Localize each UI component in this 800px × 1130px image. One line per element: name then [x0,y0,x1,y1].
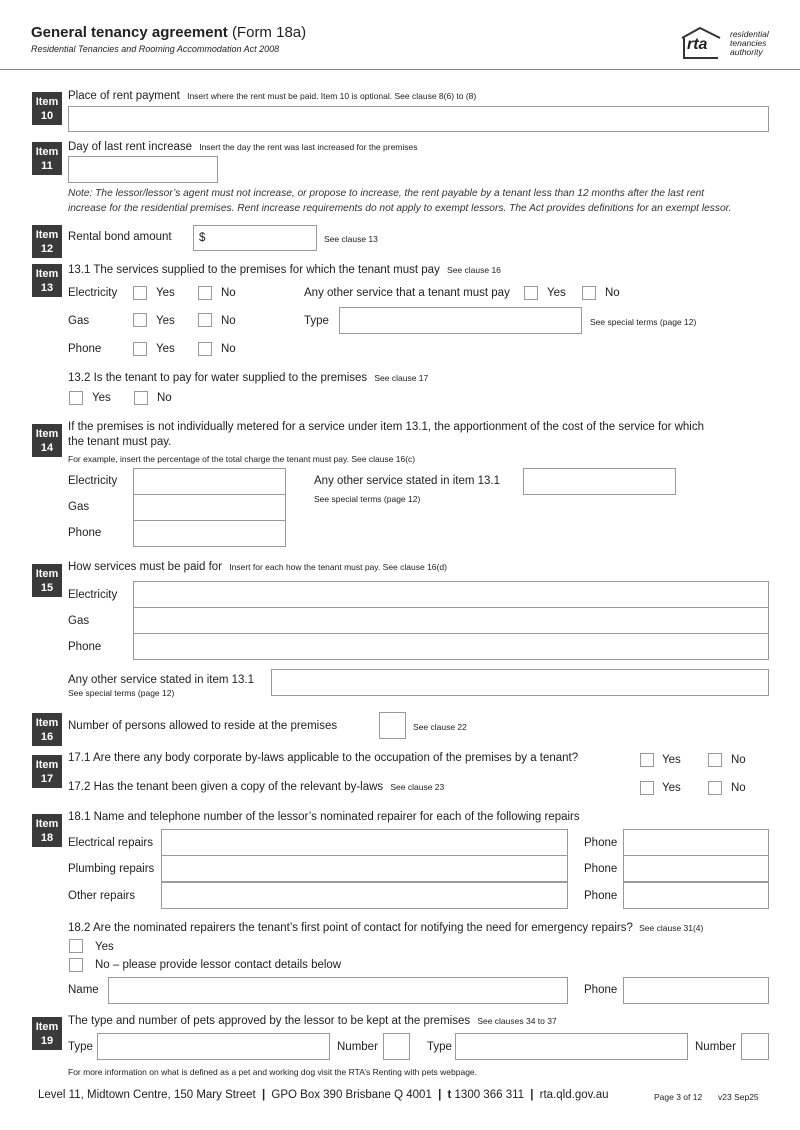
phone-no-label: No [221,343,236,355]
water-yes-label: Yes [92,392,111,404]
item-badge-label: Item [35,146,59,158]
item-11-title: Day of last rent increase [68,141,193,153]
item-badge-number: 19 [40,1035,54,1047]
pet-type-2-label: Type [427,1041,452,1053]
pet-type-1-label: Type [68,1041,93,1053]
bylaws-apply-no-checkbox[interactable] [708,753,722,767]
item-badge-label: Item [35,428,59,440]
payment-phone-label: Phone [68,641,102,653]
electricity-yes-checkbox[interactable] [133,286,147,300]
other-service-no-checkbox[interactable] [582,286,596,300]
item-14-hint: For example, insert the percentage of the total charge the tenant must pay. See clause 16(c) [68,454,416,464]
item-19-badge [32,1017,62,1050]
item-15-special-terms: See special terms (page 12) [68,688,175,698]
item-10-heading [68,90,476,102]
pet-type-2-field[interactable] [455,1033,688,1060]
item-badge-number: 10 [40,110,54,122]
logo-line-3: authority [730,47,763,57]
item-badge-number: 15 [40,582,54,594]
item-11-hint: Insert the day the rent was last increased for the premises [199,142,418,152]
payment-electricity-label: Electricity [68,589,118,601]
electricity-yes-label: Yes [156,287,175,299]
gas-yes-checkbox[interactable] [133,313,147,327]
plumbing-repairs-label: Plumbing repairs [68,863,155,875]
apportion-electricity-field[interactable] [133,468,286,495]
item-15-title: How services must be paid for [68,561,223,573]
pets-more-info: For more information on what is defined as a pet and working dog visit the RTA’s Renting with pets webpage. [68,1067,478,1077]
phone-yes-checkbox[interactable] [133,342,147,356]
footer-version: v23 Sep25 [718,1092,759,1102]
logo-text: rta [687,36,708,53]
item-19-title: The type and number of pets approved by the lessor to be kept at the premises [68,1015,471,1027]
item-14-special-terms: See special terms (page 12) [314,494,421,504]
item-15-badge [32,564,62,597]
other-service-label: Any other service that a tenant must pay [304,287,510,299]
footer-website[interactable]: rta.qld.gov.au [539,1089,609,1101]
item-15-heading [68,561,447,573]
item-badge-number: 16 [40,731,54,743]
electrical-phone-label: Phone [584,837,618,849]
pet-number-1-label: Number [337,1041,378,1053]
lessor-name-label: Name [68,984,99,996]
footer-po-box: GPO Box 390 Brisbane Q 4001 [271,1089,432,1101]
logo-caption [730,30,769,57]
payment-gas-field[interactable] [133,607,769,634]
pet-number-2-label: Number [695,1041,736,1053]
item-18-2-heading [68,922,703,934]
electrical-repairer-phone-field[interactable] [623,829,769,856]
other-phone-label: Phone [584,890,618,902]
form-title [31,24,306,41]
first-contact-no-checkbox[interactable] [69,958,83,972]
item-badge-label: Item [35,568,59,580]
electrical-repairer-name-field[interactable] [161,829,568,856]
gas-no-label: No [221,315,236,327]
apportion-gas-label: Gas [68,501,90,513]
item-badge-label: Item [35,96,59,108]
form-title-text: General tenancy agreement [31,24,228,41]
item-11-badge [32,142,62,175]
first-contact-yes-checkbox[interactable] [69,939,83,953]
footer-page-number: Page 3 of 12 [654,1092,703,1102]
water-no-checkbox[interactable] [134,391,148,405]
item-17-1-question: 17.1 Are there any body corporate by-laws applicable to the occupation of the premises by a tenant? [68,752,579,764]
logo-line-2: tenancies [730,38,767,48]
item-19-heading [68,1015,557,1027]
currency-symbol: $ [199,232,206,244]
footer-address: Level 11, Midtown Centre, 150 Mary Street [38,1089,256,1101]
apportion-phone-label: Phone [68,527,102,539]
rta-logo [676,24,776,64]
item-16-badge [32,713,62,746]
phone-no-checkbox[interactable] [198,342,212,356]
gas-no-checkbox[interactable] [198,313,212,327]
item-badge-label: Item [35,818,59,830]
item-13-2-question: 13.2 Is the tenant to pay for water supplied to the premises [68,372,368,384]
item-13-1-question: 13.1 The services supplied to the premises for which the tenant must pay [68,264,440,276]
payment-gas-label: Gas [68,615,90,627]
phone-label: Phone [68,343,102,355]
item-11-note-line-2: increase for the residential premises. Rent increase requirements do not apply to exempt lessors. The Act provides definitions for an exempt lessor. [68,203,732,214]
logo-line-1: residential [730,29,769,39]
item-10-badge [32,92,62,125]
pet-type-1-field[interactable] [97,1033,330,1060]
electricity-label: Electricity [68,287,118,299]
service-type-field[interactable] [339,307,582,334]
service-type-label: Type [304,315,329,327]
footer-phone: 1300 366 311 [454,1089,525,1101]
item-badge-number: 13 [40,282,54,294]
item-11-note-line-1: Note: The lessor/lessor’s agent must not increase, or propose to increase, the rent payable by a tenant less than 12 months after the last rent [68,188,705,199]
bylaws-apply-no-label: No [731,754,746,766]
place-of-rent-payment-field[interactable] [68,106,769,132]
water-no-label: No [157,392,172,404]
last-rent-increase-field[interactable] [68,156,218,183]
item-badge-label: Item [35,268,59,280]
item-15-hint: Insert for each how the tenant must pay. See clause 16(d) [229,562,447,572]
other-repairer-name-field[interactable] [161,882,568,909]
item-badge-number: 18 [40,832,54,844]
plumbing-repairer-phone-field[interactable] [623,855,769,882]
electrical-repairs-label: Electrical repairs [68,837,153,849]
apportion-gas-field[interactable] [133,494,286,521]
item-14-title-line-2: the tenant must pay. [68,436,172,448]
other-repairs-label: Other repairs [68,890,136,902]
first-contact-no-label: No – please provide lessor contact details below [95,959,342,971]
other-service-yes-checkbox[interactable] [524,286,538,300]
item-badge-number: 14 [40,442,54,454]
first-contact-yes-label: Yes [95,941,114,953]
electricity-no-checkbox[interactable] [198,286,212,300]
item-badge-label: Item [35,229,59,241]
item-12-badge [32,225,62,258]
bylaws-apply-yes-label: Yes [662,754,681,766]
item-badge-number: 11 [41,160,53,172]
plumbing-phone-label: Phone [584,863,618,875]
item-badge-label: Item [35,1021,59,1033]
form-subtitle: Residential Tenancies and Rooming Accommodation Act 2008 [31,44,280,54]
rental-bond-field[interactable] [193,225,317,251]
other-service-no-label: No [605,287,620,299]
item-badge-label: Item [35,759,59,771]
bylaws-copy-no-label: No [731,782,746,794]
gas-label: Gas [68,315,90,327]
item-19-hint: See clauses 34 to 37 [477,1016,557,1026]
item-13-badge [32,264,62,297]
bylaws-copy-yes-checkbox[interactable] [640,781,654,795]
item-badge-label: Item [35,717,59,729]
item-10-hint: Insert where the rent must be paid. Item 10 is optional. See clause 8(6) to (8) [187,91,477,101]
phone-yes-label: Yes [156,343,175,355]
item-10-title: Place of rent payment [68,90,180,102]
bylaws-copy-no-checkbox[interactable] [708,781,722,795]
item-18-badge [32,814,62,847]
form-number: (Form 18a) [231,24,307,41]
item-16-title: Number of persons allowed to reside at the premises [68,720,338,732]
item-14-badge [32,424,62,457]
item-17-2-hint: See clause 23 [390,782,445,792]
item-13-2-hint: See clause 17 [374,373,429,383]
item-badge-number: 12 [40,243,54,255]
item-17-2-heading [68,781,444,793]
payment-other-field[interactable] [271,669,769,696]
item-18-2-hint: See clause 31(4) [639,923,704,933]
item-12-title: Rental bond amount [68,231,172,243]
payment-electricity-field[interactable] [133,581,769,608]
payment-phone-field[interactable] [133,633,769,660]
pet-number-2-field[interactable] [741,1033,769,1060]
apportion-electricity-label: Electricity [68,475,118,487]
water-yes-checkbox[interactable] [69,391,83,405]
item-14-title-line-1: If the premises is not individually metered for a service under item 13.1, the apportionment of the cost of the service for which [68,421,705,433]
lessor-name-field[interactable] [108,977,568,1004]
item-13-1-hint: See clause 16 [447,265,501,275]
payment-other-label: Any other service stated in item 13.1 [68,674,255,686]
item-11-heading [68,141,418,153]
item-badge-number: 17 [40,773,54,785]
item-17-badge [32,755,62,788]
item-13-1-heading [68,264,501,276]
item-12-hint: See clause 13 [324,234,378,244]
item-17-2-question: 17.2 Has the tenant been given a copy of the relevant by-laws [68,781,384,793]
item-16-hint: See clause 22 [413,722,467,732]
apportion-other-field[interactable] [523,468,676,495]
item-18-1-question: 18.1 Name and telephone number of the lessor’s nominated repairer for each of the following repairs [68,811,580,823]
other-repairer-phone-field[interactable] [623,882,769,909]
footer-contact: Level 11, Midtown Centre, 150 Mary Street | GPO Box 390 Brisbane Q 4001 | t 1300 366 311 | rta.qld.gov.au [38,1089,609,1101]
item-13-special-terms: See special terms (page 12) [590,317,697,327]
apportion-phone-field[interactable] [133,520,286,547]
other-service-yes-label: Yes [547,287,566,299]
gas-yes-label: Yes [156,315,175,327]
lessor-phone-field[interactable] [623,977,769,1004]
header-divider [0,69,800,70]
bylaws-copy-yes-label: Yes [662,782,681,794]
lessor-phone-label: Phone [584,984,618,996]
item-18-2-question: 18.2 Are the nominated repairers the tenant’s first point of contact for notifying the need for emergency repairs? [68,922,633,934]
plumbing-repairer-name-field[interactable] [161,855,568,882]
apportion-other-label: Any other service stated in item 13.1 [314,475,501,487]
persons-allowed-field[interactable] [379,712,406,739]
pet-number-1-field[interactable] [383,1033,410,1060]
bylaws-apply-yes-checkbox[interactable] [640,753,654,767]
footer-phone-prefix: t [447,1089,452,1101]
electricity-no-label: No [221,287,236,299]
item-13-2-heading [68,372,428,384]
